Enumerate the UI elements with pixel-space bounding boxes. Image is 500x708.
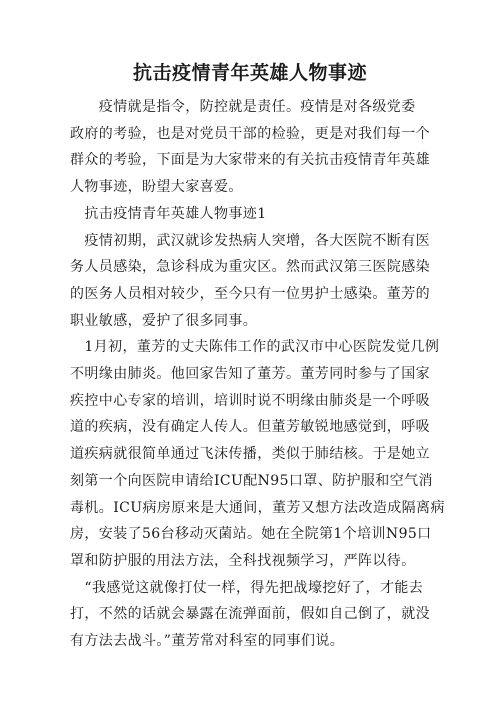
text-line: 疫情初期，武汉就诊发热病人突增，各大医院不断有医 (70, 232, 430, 249)
paragraph-quote (70, 575, 432, 655)
text-line: 1月初，董芳的丈夫陈伟工作的武汉市中心医院发觉几例 (70, 339, 440, 356)
document-title: 抗击疫情青年英雄人物事迹 (132, 62, 367, 84)
text-line: 房，安装了56台移动灭菌站。她在全院第1个培训N95口 (70, 526, 432, 543)
text-line: 打，不然的话就会暴露在流弹面前，假如自己倒了，就没 (70, 606, 430, 623)
paragraph-early-outbreak (70, 228, 432, 335)
paragraph-intro (70, 94, 432, 201)
document-body (70, 94, 445, 655)
text-line: 不明缘由肺炎。他回家告知了董芳。董芳同时参与了国家 (70, 366, 430, 383)
text-line: 罩和防护服的用法方法，全科找视频学习，严阵以待。 (70, 552, 416, 569)
text-line: 群众的考验，下面是为大家带来的有关抗击疫情青年英雄 (70, 152, 430, 169)
text-line: 道疾病就很简单通过飞沫传播，类似于肺结核。于是她立 (70, 446, 430, 463)
text-line: 疫情就是指令，防控就是责任。疫情是对各级党委 (70, 99, 416, 115)
text-line: 刻第一个向医院申请给ICU配N95口罩、防护服和空气消 (70, 472, 433, 489)
text-line: “我感觉这就像打仗一样，得先把战壕挖好了，才能去 (70, 579, 424, 596)
text-line: 抗击疫情青年英雄人物事迹1 (70, 205, 267, 222)
paragraph-january (70, 334, 445, 574)
text-line: 毒机。ICU病房原来是大通间，董芳又想方法改造成隔离病 (70, 499, 445, 516)
text-line: 疾控中心专家的培训，培训时说不明缘由肺炎是一个呼吸 (70, 392, 430, 409)
text-line: 政府的考验，也是对党员干部的检验，更是对我们每一个 (70, 125, 430, 142)
section-heading (70, 201, 432, 228)
text-line: 人物事迹，盼望大家喜爱。 (70, 179, 243, 196)
text-line: 道的疾病，没有确定人传人。但董芳敏锐地感觉到，呼吸 (70, 419, 430, 436)
text-line: 的医务人员相对较少，至今只有一位男护士感染。董芳的 (70, 285, 430, 302)
text-line: 务人员感染，急诊科成为重灾区。然而武汉第三医院感染 (70, 259, 430, 276)
text-line: 职业敏感，爱护了很多同事。 (70, 312, 258, 329)
text-line: 有方法去战斗。”董芳常对科室的同事们说。 (70, 633, 345, 650)
